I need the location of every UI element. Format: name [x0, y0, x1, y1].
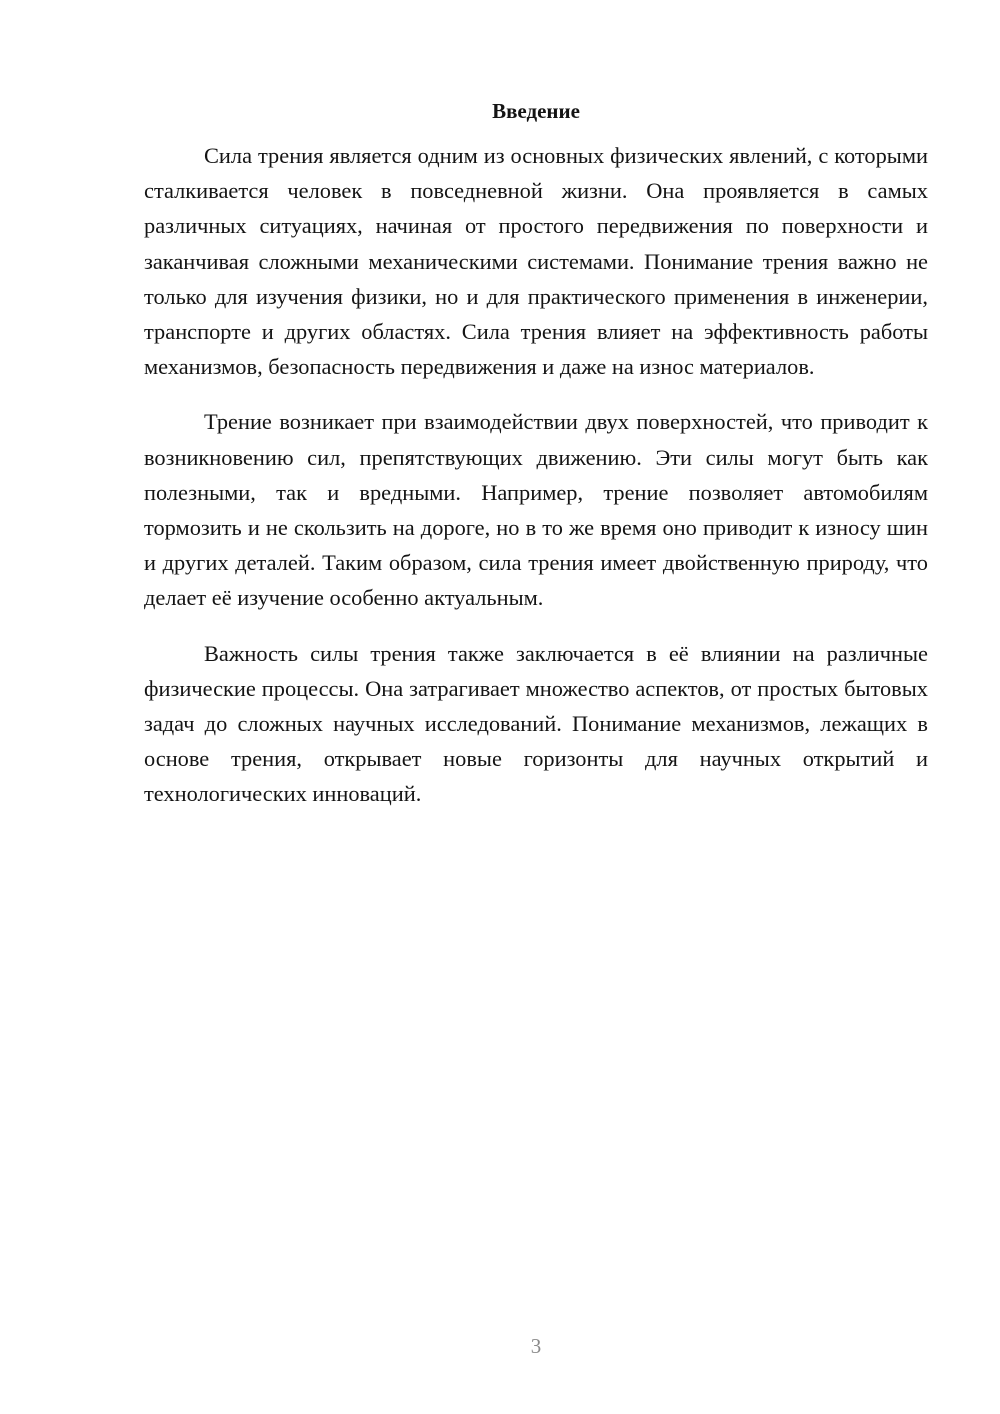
paragraph-2: Трение возникает при взаимодействии двух поверхностей, что приводит к возникновению сил, препятствующих движению. Эти силы могут быть как полезными, так и вредными. Например, трение позволяет автомобилям тормозить и не скользить на дороге, но в то же время оно приводит к износу шин и других деталей. Таким образом, сила трения имеет двойственную природу, что делает её изучение особенно актуальным.: [144, 409, 928, 611]
section-heading: Введение: [492, 99, 580, 123]
page-content: [144, 96, 928, 812]
paragraph-1: Сила трения является одним из основных физических явлений, с которыми сталкивается человек в повседневной жизни. Она проявляется в самых различных ситуациях, начиная от простого передвижения по поверхности и заканчивая сложными механическими системами. Понимание трения важно не только для изучения физики, но и для практического применения в инженерии, транспорте и других областях. Сила трения влияет на эффективность работы механизмов, безопасность передвижения и даже на износ материалов.: [144, 143, 928, 380]
paragraph-3: Важность силы трения также заключается в её влиянии на различные физические процессы. Она затрагивает множество аспектов, от простых бытовых задач до сложных научных исследований. Понимание механизмов, лежащих в основе трения, открывает новые горизонты для научных открытий и технологических инноваций.: [144, 640, 928, 807]
page-number: 3: [530, 1334, 542, 1358]
